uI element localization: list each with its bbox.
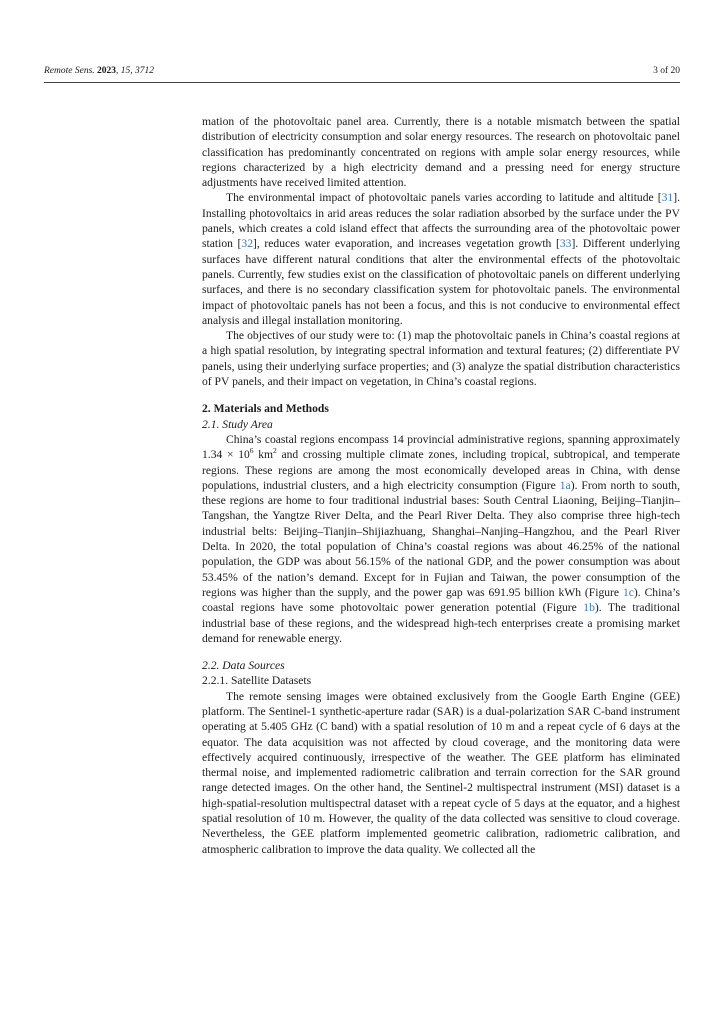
section-heading: 2. Materials and Methods [202,402,329,416]
figure-panel-link[interactable]: a [565,478,571,492]
running-header [44,66,680,80]
subsection-heading: 2.1. Study Area [202,417,273,431]
figure-link[interactable]: 1 [583,601,590,615]
journal-year: 2023 [97,66,117,76]
paragraph-satellite-datasets: The remote sensing images were obtained exclusively from the Google Earth Engine (GEE) platform. The Sentinel-1 synthetic-aperture radar (SAR) is a dual-polarization SAR C-band instrument operating at 5.405 GHz (C band) with a spatial resolution of 10 m and a repeat cycle of 6 days at the equator. The data acquisition was not affected by cloud coverage, and the monitoring data were effectively acquired continuously, irrespective of the weather. The GEE platform has eliminated thermal noise, and implemented radiometric calibration and terrain correction for the SAR ground range detected images. On the other hand, the Sentinel-2 multispectral instrument (MSI) dataset is a high-spatial-resolution multispectral dataset with a repeat cycle of 5 days at the equator, and a highest spatial resolution of 10 m. However, the quality of the data collected was sensitive to cloud coverage. Nevertheless, the GEE platform implemented geometric calibration, radiometric calibration, and atmospheric calibration to improve the data quality. We collected all the [202,689,680,856]
citation-link[interactable]: 32 [241,237,254,251]
paragraph-environmental-impact: The environmental impact of photovoltaic panels varies according to latitude and altitude [31]. Installing photovoltaics in arid areas reduces the solar radiation absorbed by the surface under the PV panels, which creates a cold island effect that affects the surrounding area of the photovoltaic power station [32], reduces water evaporation, and increases vegetation growth [33]. Different underlying surfaces have different natural conditions that alter the environmental effects of the photovoltaic panels. Currently, few studies exist on the classification of photovoltaic panels on different underlying surfaces, and there is no secondary classification system for photovoltaic panels. The environmental impact of photovoltaic panels has not been a focus, and this is not conducive to environmental effect analysis and illegal installation monitoring. [202,191,680,327]
paragraph-study-area: China’s coastal regions encompass 14 provincial administrative regions, spanning approximately $1.34 \times 10^6$ $km^2$ and crossing multiple climate zones, including tropical, subtropical, and temperate regions. These regions are among the most economically developed areas in China, with dense populations, industrial clusters, and a high electricity consumption (Figure 1a). From north to south, these regions are home to four traditional industrial bases: South Central Liaoning, Beijing–Tianjin–Tangshan, the Yangtze River Delta, and the Pearl River Delta. They also comprise three high-tech industrial belts: Beijing–Tianjin–Shijiazhuang, Shanghai–Nanjing–Hangzhou, and the Pearl River Delta. In 2020, the total population of China’s coastal regions was about 46.25% of the national population, the GDP was about 56.15% of the national GDP, and the power consumption was about 53.45% of the nation’s demand. Except for in Fujian and Taiwan, the power consumption of the regions was higher than the supply, and the power gap was 691.95 billion kWh (Figure 1c). China’s coastal regions have some photovoltaic power generation potential (Figure 1b). The traditional industrial base of these regions, and the widespread high-tech enterprises create a promising market demand for renewable energy. [202,432,681,645]
figure-link[interactable]: 1 [622,585,629,599]
subsubsection-heading: 2.2.1. Satellite Datasets [202,674,312,688]
citation-link[interactable]: 33 [559,237,572,251]
superscript: 6 [249,446,254,456]
superscript: 2 [273,446,277,456]
paragraph-continued: mation of the photovoltaic panel area. Currently, there is a notable mismatch between the spatial distribution of electricity consumption and solar energy resources. The research on photovoltaic panel classification has predominantly concentrated on regions with ample solar energy resources, while regions characterized by a high electricity demand and a pressing need for energy structure adjustments have received limited attention. [202,115,680,190]
article-body [202,114,680,857]
journal-volume-page: , 15, 3712 [116,66,155,76]
journal-name: Remote Sens. [44,66,95,76]
figure-link[interactable]: 1 [559,478,566,492]
paragraph-objectives: The objectives of our study were to: (1) map the photovoltaic panels in China’s coastal regions at a high spatial resolution, by integrating spectral information and textural features; (2) differentiate PV panels, using their underlying surface properties; and (3) analyze the spatial distribution characteristics of PV panels, and their impact on vegetation, in China’s coastal regions. [202,329,680,389]
citation-link[interactable]: 31 [661,191,674,205]
journal-citation [44,66,154,76]
page-number: 3 of 20 [653,66,680,76]
header-rule [44,82,680,83]
figure-panel-link[interactable]: b [589,601,595,615]
subsection-heading: 2.2. Data Sources [202,659,285,673]
figure-panel-link[interactable]: c [628,585,634,599]
